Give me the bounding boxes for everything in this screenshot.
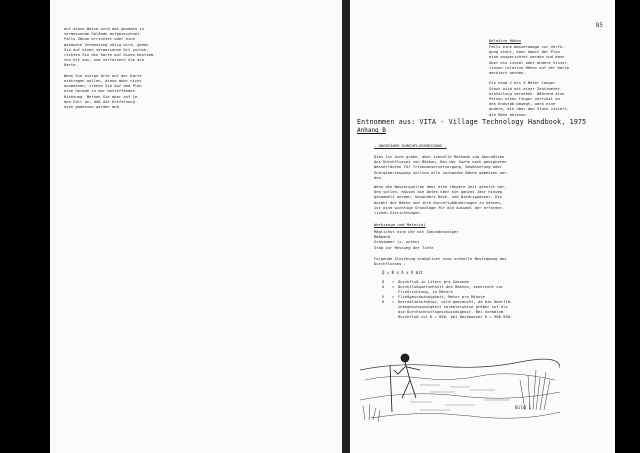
definition-equals: = [392,279,395,284]
tools-heading: Werkzeuge und Material [374,222,426,227]
definition-text: Korrektionsfaktor, wird gebraucht, da die Oberflä- [398,299,513,304]
book-gutter [342,0,350,453]
appendix-heading: Anhang B [357,127,386,134]
paragraph-1: Dies ist eine grobe, aber schnelle Methode zum Abschätzen des Durchflusses von Bächen. Bei der Suche nach geeigneten Wasserläufen für Trinkwasserversorgung, Bewässerung oder Energieerzeugung sollten alle vorhanden Bäche gemessen wer- den. [374,154,509,180]
stream-measurement-illustration [360,340,560,428]
definition-text: die Durchschnittsgeschwindigkeit. Bei normalem [398,309,504,314]
figure-label: Bild 1 [515,406,532,411]
definition-text: Fließgeschwindigkeit, Meter pro Minute [398,294,485,299]
right-background [615,0,640,453]
definition-text: Fließrichtung, in Metern [398,289,453,294]
paragraph-2: Wenn die Wasserquellen über eine längere Zeit genutzt wer- den sollen, müssen die Daten über ein ganzes Jahr hinweg gesammelt werden, besonders Hoch- und Niedrigwasser. Die Anzahl der Bäche und ihre Durchflußänderungen zu kennen, ist eine wichtige Grundlage für die Auswahl der erforder- lichen Einrichtungen. [374,184,507,216]
page-number: 85 [595,22,603,29]
definition-equals: = [392,284,395,289]
left-page [50,0,342,453]
definition-row [382,314,512,319]
definition-text: Durchflußquerschnitt des Baches, senkrecht zur [398,284,504,289]
definitions-list [382,279,512,319]
formula-intro: Folgende Gleichung ermöglicht eine schnelle Bestimmung des Durchflusses : [374,256,507,267]
definition-text: chengeschwindigkeit normalerweise größer ist als [398,304,508,309]
relative-heights-body: Falls eine Wasserwaage zur Verfü- gung steht, kann damit der Plan eine ausgerichtet werden und dann über ein Lineal oder andere Visier- linien relative Höhen auf der Karte markiert werden. Ein etwa 2 bis 3 Meter langer Stock wird mit einer Zentimeter- einteilung versehen. Während eine Person einen Finger vertikal an den Endstab bewegt, wenn eine andere, die über den Stock visiert, die Höhe ablesen. [489,44,570,117]
definition-symbol: Q [382,279,385,284]
definition-equals: = [392,299,395,304]
definition-equals: = [392,294,395,299]
relative-heights-title: Relative Höhen [489,38,522,43]
definition-symbol: V [382,294,385,299]
formula: Q = K x A x V mit [382,270,423,275]
section-title: - UNGEFÄHRE DURCHFLUSSMESSUNG - [374,143,447,148]
left-column-text: auf diese Weise wird das gesamte zu vermessende Gelände aufgezeichnet. Falls Zäune errichtet oder eine genauere Vermessung nötig wird, gehen Sie auf einen vermessenen Ort zurück, richten Sie die Karte auf einen bestimm- ten Ort aus, und verfeinern Sie die Karte. Wenn Sie einige Orte auf der Karte eintragen wollen, diese aber nicht ausmessen, ziehen Sie auf dem Plan eine Gerade in der betreffenden Richtung. Merken Sie aber auf je- den Fall an, daß die Entfernung noch gemessen werden muß. [64,26,156,110]
definition-symbol [382,314,392,319]
definition-text: Durchfluß in Litern pro Sekunde [398,279,469,284]
definition-text: Durchfluß ist K = 850, bei Hochwasser K = 900-950. [398,314,513,319]
left-background [0,0,50,453]
definition-symbol: K [382,299,385,304]
tools-list: Möglichst eine Uhr mit Sekundenzeiger Maßband Schwimmer (s. unten) Stab zur Messung der Tiefe [374,229,459,250]
source-caption: Entnommen aus: VITA - Village Technology Handbook, 1975 [357,118,587,126]
definition-symbol: A [382,284,385,289]
